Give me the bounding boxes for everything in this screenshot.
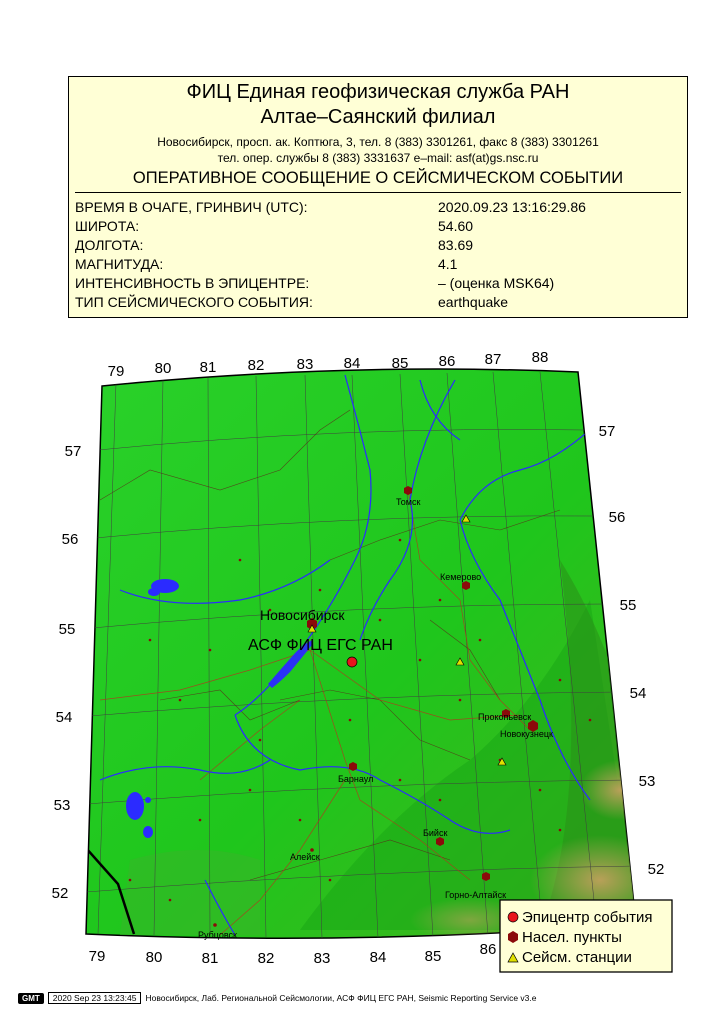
event-info-panel xyxy=(68,76,688,318)
lat-label-right-56: 56 xyxy=(608,509,626,526)
latitude-value: 54.60 xyxy=(438,218,474,234)
lon-label-bottom-86: 86 xyxy=(479,941,497,958)
lat-label-right-53: 53 xyxy=(638,773,656,790)
lon-label-bottom-79: 79 xyxy=(88,948,106,965)
city-label-barnaul: Барнаул xyxy=(338,774,374,784)
city-label-novosibirsk: Новосибирск xyxy=(260,607,345,623)
legend-epicenter-icon xyxy=(508,912,518,922)
legend-epicenter-label: Эпицентр события xyxy=(522,909,653,926)
lon-label-top-80: 80 xyxy=(154,360,172,377)
legend-station-label: Сейсм. станции xyxy=(522,949,632,966)
city-label-kemerovo: Кемерово xyxy=(440,572,482,582)
seismic-map[interactable] xyxy=(0,340,724,980)
lat-label-right-54: 54 xyxy=(629,685,647,702)
city-label-biysk: Бийск xyxy=(423,828,448,838)
longitude-label: ДОЛГОТА: xyxy=(75,237,144,253)
latitude-label: ШИРОТА: xyxy=(75,218,140,234)
lon-label-top-81: 81 xyxy=(199,359,217,376)
event-type-value: earthquake xyxy=(438,294,509,310)
station-label: АСФ ФИЦ ЕГС РАН xyxy=(248,637,393,654)
intensity-value: – (оценка MSK64) xyxy=(438,275,555,291)
lon-label-top-85: 85 xyxy=(391,355,409,372)
lon-label-bottom-85: 85 xyxy=(424,948,442,965)
map-legend xyxy=(500,900,672,972)
footer-timestamp: 2020 Sep 23 13:23:45 xyxy=(48,992,142,1004)
lon-label-top-87: 87 xyxy=(484,351,502,368)
lon-label-top-86: 86 xyxy=(438,353,456,370)
org-title: ФИЦ Единая геофизическая служба РАН xyxy=(186,81,570,103)
footer xyxy=(18,992,536,1008)
intensity-label: ИНТЕНСИВНОСТЬ В ЭПИЦЕНТРЕ: xyxy=(75,275,310,291)
lat-label-right-55: 55 xyxy=(619,597,637,614)
lon-label-top-79: 79 xyxy=(107,363,125,380)
lat-label-left-55: 55 xyxy=(58,621,76,638)
origin-time-value: 2020.09.23 13:16:29.86 xyxy=(438,199,586,215)
lon-label-bottom-83: 83 xyxy=(313,950,331,967)
city-label-novokuznetsk: Новокузнецк xyxy=(500,729,553,739)
lon-label-bottom-82: 82 xyxy=(257,950,275,967)
city-label-aleysk: Алейск xyxy=(290,852,320,862)
lat-label-left-54: 54 xyxy=(55,709,73,726)
lat-label-left-53: 53 xyxy=(53,797,71,814)
event-type-label: ТИП СЕЙСМИЧЕСКОГО СОБЫТИЯ: xyxy=(75,294,313,310)
city-label-prokopyevsk: Прокопьевск xyxy=(478,712,532,722)
lon-label-top-82: 82 xyxy=(247,357,265,374)
city-label-tomsk: Томск xyxy=(396,497,421,507)
city-label-gorno-altaysk: Горно-Алтайск xyxy=(445,890,507,900)
lat-label-left-56: 56 xyxy=(61,531,79,548)
report-title: ОПЕРАТИВНОЕ СООБЩЕНИЕ О СЕЙСМИЧЕСКОМ СОБЫТИИ xyxy=(132,169,624,187)
lon-label-top-88: 88 xyxy=(531,349,549,366)
lat-label-left-52: 52 xyxy=(51,885,69,902)
org-contacts: тел. опер. службы 8 (383) 3331637 e–mail: asf(at)gs.nsc.ru xyxy=(217,151,539,165)
gmt-logo: GMT xyxy=(18,993,44,1004)
lat-label-right-57: 57 xyxy=(598,423,616,440)
legend-city-label: Насел. пункты xyxy=(522,929,622,946)
lon-label-top-84: 84 xyxy=(343,355,361,372)
magnitude-label: МАГНИТУДА: xyxy=(75,256,164,272)
epicenter-marker[interactable] xyxy=(347,657,357,667)
branch-title: Алтае–Саянский филиал xyxy=(260,106,496,128)
lat-label-right-52: 52 xyxy=(647,861,665,878)
magnitude-value: 4.1 xyxy=(438,256,458,272)
origin-time-label: ВРЕМЯ В ОЧАГЕ, ГРИНВИЧ (UTC): xyxy=(75,199,308,215)
lon-label-bottom-81: 81 xyxy=(201,950,219,967)
lon-label-bottom-84: 84 xyxy=(369,949,387,966)
lon-label-bottom-80: 80 xyxy=(145,949,163,966)
org-address: Новосибирск, просп. ак. Коптюга, 3, тел. 8 (383) 3301261, факс 8 (383) 3301261 xyxy=(157,135,599,149)
lon-label-top-83: 83 xyxy=(296,356,314,373)
footer-credit: Новосибирск, Лаб. Региональной Сейсмологии, АСФ ФИЦ ЕГС РАН, Seismic Reporting Service v3.e xyxy=(145,993,537,1003)
header-divider xyxy=(75,192,681,193)
city-label-rubtsovsk: Рубцовск xyxy=(198,930,237,940)
longitude-value: 83.69 xyxy=(438,237,474,253)
lat-label-left-57: 57 xyxy=(64,443,82,460)
